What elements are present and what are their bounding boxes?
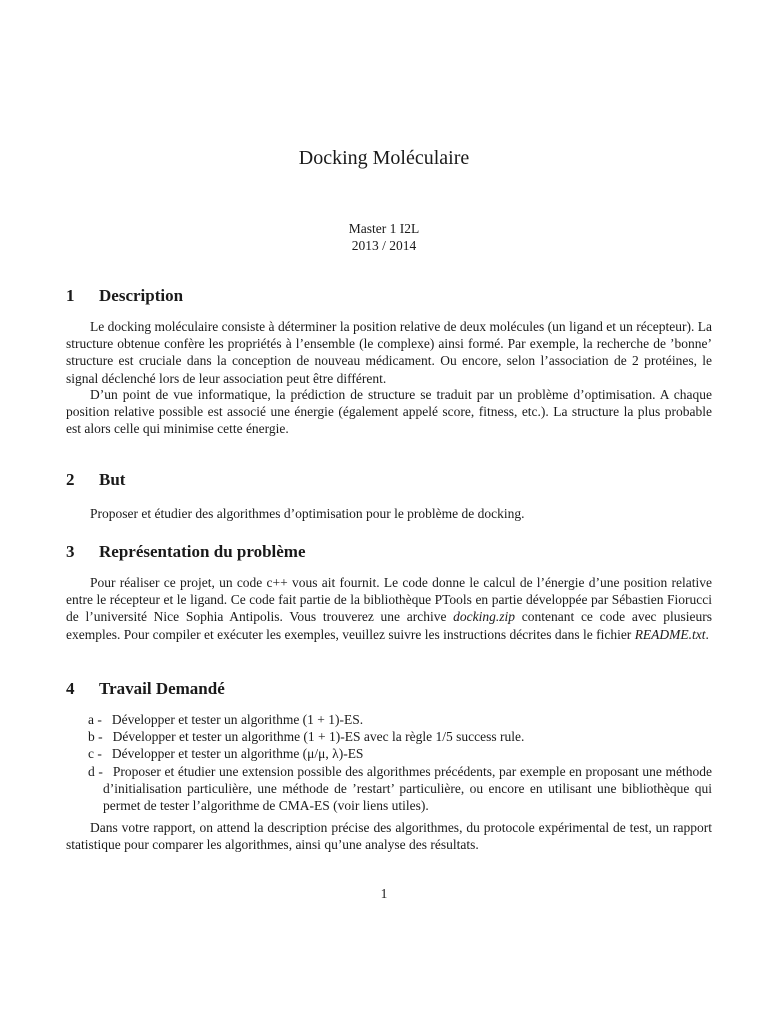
list-marker: b - — [88, 729, 103, 745]
section-heading-but — [66, 468, 716, 492]
paragraph-closing: Dans votre rapport, on attend la description précise des algorithmes, du protocole expérimental de test, un rapport statistique pour comparer les algorithmes, ainsi qu’une analyse des résultats. — [66, 820, 712, 853]
section-title: Représentation du problème — [99, 542, 306, 561]
text-run: contenant ce code avec plusieurs exemples. Pour compiler et exécuter les exemples, veuillez suivre les instructions décrites dans le fichier — [66, 609, 713, 642]
list-item-text: Développer et tester un algorithme (1 + 1)-ES. — [111, 712, 364, 727]
section-title: Description — [99, 286, 184, 305]
section-number: 4 — [66, 679, 75, 698]
list-item-text: Proposer et étudier une extension possible des algorithmes précédents, par exemple en proposant une méthode d’initialisation particulière, une méthode de ’restart’ particulière, ou encore en utilisant une bibliothèque qui permet de tester l’algorithme de CMA-ES (voir liens utiles). — [103, 763, 713, 814]
list-item — [88, 711, 712, 728]
list-item — [88, 745, 712, 762]
list-marker: d - — [88, 763, 103, 779]
text-run: . — [705, 626, 709, 642]
section-number: 2 — [66, 470, 75, 489]
section-heading-description — [66, 284, 716, 308]
section-number: 1 — [66, 286, 75, 305]
section-title: But — [99, 470, 126, 489]
task-list — [88, 711, 712, 814]
list-item-text: Développer et tester un algorithme (μ/μ, λ)-ES — [111, 746, 364, 762]
list-item — [88, 763, 712, 815]
section-heading-representation — [66, 540, 716, 564]
text-run: Pour réaliser ce projet, un code c++ vous ait fournit. Le code donne le calcul de l’énergie d’une position relative entre le récepteur et le ligand. Ce code fait partie de la bibliothèque PTools en partie développée par Sébastien Fiorucci de l’université Nice Sophia Antipolis. Vous trouverez une archive — [66, 575, 712, 625]
list-item-text: Développer et tester un algorithme (1 + 1)-ES avec la règle 1/5 success rule. — [112, 729, 525, 745]
list-item — [88, 728, 712, 745]
section-number: 3 — [66, 542, 75, 561]
section-title: Travail Demandé — [99, 679, 225, 698]
filename-docking-zip: docking.zip — [453, 609, 516, 625]
list-marker: c - — [88, 746, 102, 762]
paragraph-but: Proposer et étudier des algorithmes d’optimisation pour le problème de docking. — [90, 506, 525, 521]
document-year: 2013 / 2014 — [351, 238, 417, 253]
list-marker: a - — [88, 712, 102, 727]
paragraph-description-1: Le docking moléculaire consiste à déterminer la position relative de deux molécules (un ligand et un récepteur). La structure obtenue confère les propriétés à l’ensemble (le complexe) ainsi formé. Par exemple, la recherche de ’bonne’ structure est cruciale dans la conception de nouveau médicament. Ou encore, selon l’association de 2 protéines, le signal déclenché lors de leur association peut être différent. — [66, 319, 712, 386]
document-subtitle: Master 1 I2L — [348, 221, 420, 236]
document-title: Docking Moléculaire — [298, 147, 470, 169]
section-heading-travail — [66, 677, 716, 701]
paragraph-description-2: D’un point de vue informatique, la prédiction de structure se traduit par un problème d’optimisation. A chaque position relative possible est associé une énergie (également appelé score, fitness, etc.). La structure la plus probable est alors celle qui minimise cette énergie. — [66, 387, 712, 437]
filename-readme: README.txt — [634, 626, 706, 642]
page-number: 1 — [380, 886, 388, 901]
paragraph-representation — [66, 574, 712, 643]
